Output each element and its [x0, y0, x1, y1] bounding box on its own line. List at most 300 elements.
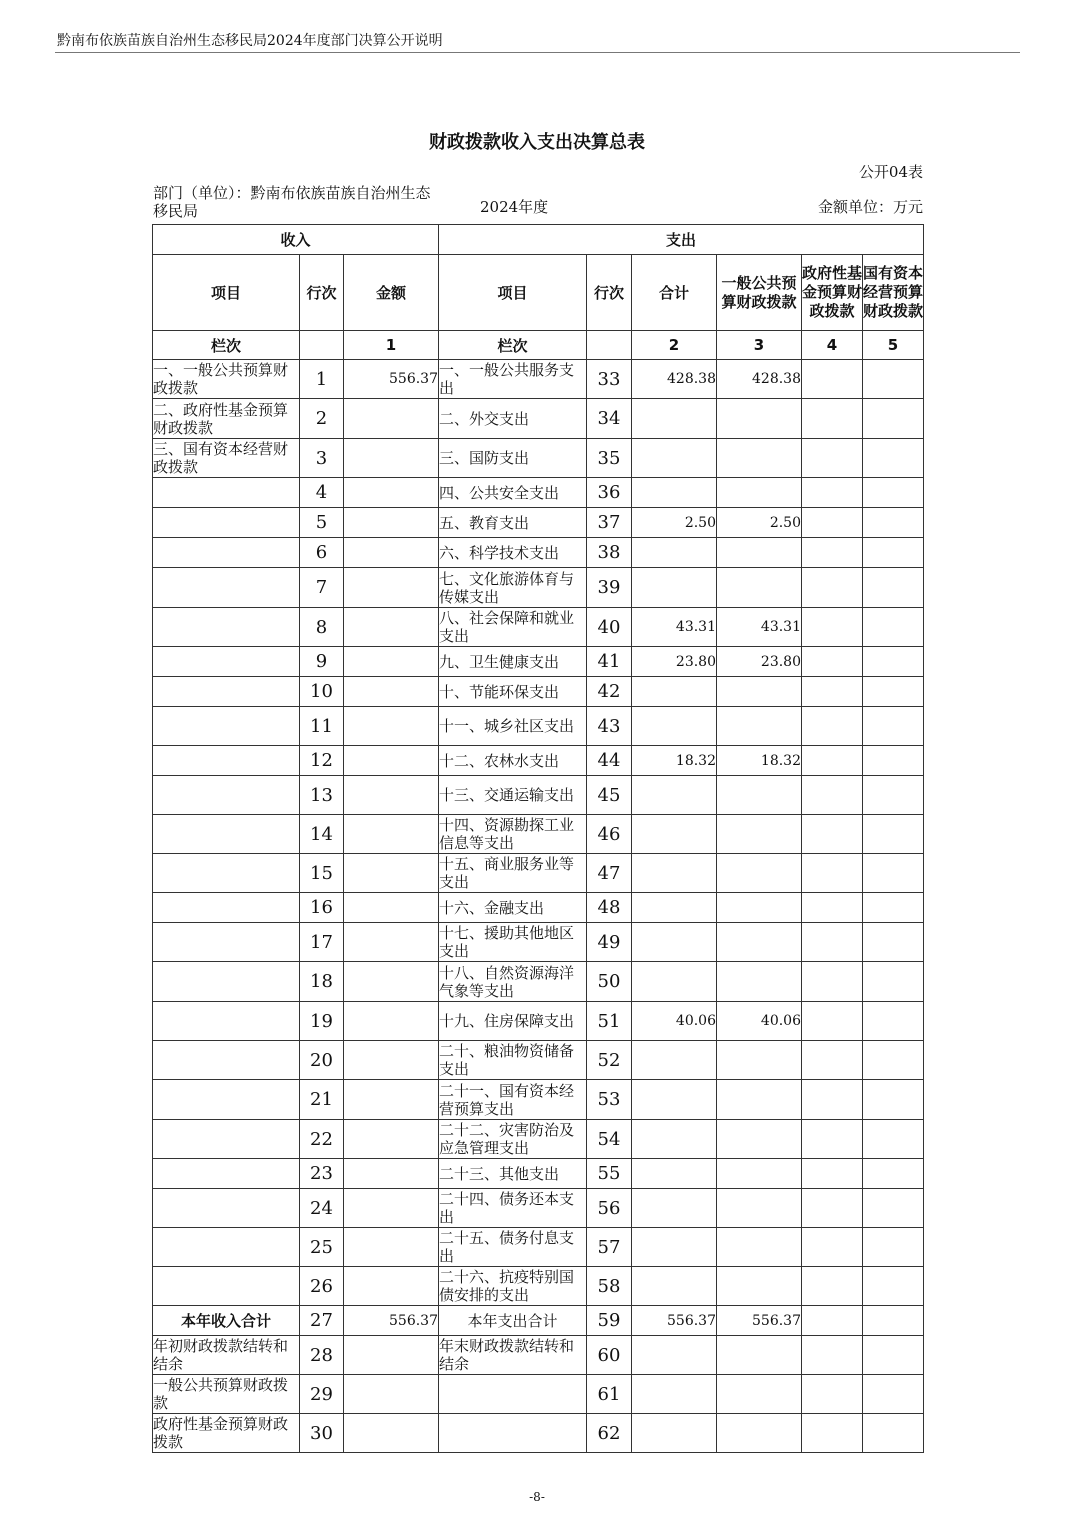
total-cell — [632, 815, 717, 854]
income-item-header: 项目 — [153, 255, 300, 331]
fiscal-year: 2024年度 — [480, 198, 549, 216]
income-amount-cell — [344, 1159, 439, 1189]
total-cell — [632, 1041, 717, 1080]
income-rowno-cell: 20 — [300, 1041, 344, 1080]
income-rowno-cell: 10 — [300, 677, 344, 707]
total-cell — [632, 854, 717, 893]
income-rowno-cell: 2 — [300, 399, 344, 439]
table-row — [153, 360, 924, 399]
expense-item-header: 项目 — [439, 255, 587, 331]
income-rowno-cell: 6 — [300, 538, 344, 568]
expense-rowno-cell: 58 — [587, 1267, 632, 1306]
expense-rowno-cell: 33 — [587, 360, 632, 399]
page-number: -8- — [529, 1490, 545, 1504]
income-total-label: 本年收入合计 — [153, 1306, 300, 1336]
expense-rowno-cell: 51 — [587, 1002, 632, 1041]
income-item-cell — [153, 1159, 300, 1189]
general-budget-cell — [717, 1336, 802, 1375]
income-item-cell — [153, 677, 300, 707]
total-cell — [632, 962, 717, 1002]
expense-item-cell: 十九、住房保障支出 — [439, 1002, 587, 1041]
income-balance-rowno: 29 — [300, 1375, 344, 1414]
total-cell — [632, 776, 717, 815]
state-capital-cell — [863, 776, 924, 815]
col-index-blank-2 — [587, 331, 632, 360]
total-cell — [632, 478, 717, 508]
income-item-cell — [153, 962, 300, 1002]
income-balance-amount — [344, 1336, 439, 1375]
col-index-2: 2 — [632, 331, 717, 360]
income-item-cell — [153, 1267, 300, 1306]
total-cell — [632, 707, 717, 746]
table-row — [153, 1080, 924, 1120]
total-cell — [632, 399, 717, 439]
general-budget-cell — [717, 923, 802, 962]
table-row — [153, 608, 924, 647]
general-budget-cell — [717, 815, 802, 854]
expense-balance-rowno: 61 — [587, 1375, 632, 1414]
general-budget-cell: 43.31 — [717, 608, 802, 647]
expense-balance-rowno: 62 — [587, 1414, 632, 1453]
total-cell — [632, 1375, 717, 1414]
expense-rowno-cell: 49 — [587, 923, 632, 962]
income-rowno-cell: 12 — [300, 746, 344, 776]
gov-fund-cell — [802, 647, 863, 677]
expense-rowno-cell: 45 — [587, 776, 632, 815]
gov-fund-cell — [802, 1336, 863, 1375]
table-row — [153, 677, 924, 707]
total-cell — [632, 1080, 717, 1120]
income-amount-cell — [344, 538, 439, 568]
income-rowno-cell: 26 — [300, 1267, 344, 1306]
gov-fund-cell — [802, 568, 863, 608]
income-rowno-cell: 17 — [300, 923, 344, 962]
table-row — [153, 1041, 924, 1080]
income-balance-amount — [344, 1375, 439, 1414]
income-item-cell — [153, 893, 300, 923]
table-row — [153, 746, 924, 776]
column-index-row — [153, 331, 924, 360]
expense-rowno-cell: 36 — [587, 478, 632, 508]
income-amount-cell — [344, 399, 439, 439]
state-capital-cell — [863, 1306, 924, 1336]
state-capital-cell — [863, 1120, 924, 1159]
general-budget-cell — [717, 1159, 802, 1189]
gov-fund-cell — [802, 1267, 863, 1306]
expense-rowno-cell: 48 — [587, 893, 632, 923]
total-cell: 18.32 — [632, 746, 717, 776]
state-capital-cell — [863, 538, 924, 568]
gov-fund-cell — [802, 962, 863, 1002]
general-budget-cell — [717, 439, 802, 478]
general-budget-cell: 23.80 — [717, 647, 802, 677]
gov-fund-cell — [802, 746, 863, 776]
state-capital-cell — [863, 854, 924, 893]
gov-fund-cell — [802, 538, 863, 568]
table-row — [153, 776, 924, 815]
total-cell — [632, 1228, 717, 1267]
gov-fund-cell — [802, 1080, 863, 1120]
expense-rowno-cell: 40 — [587, 608, 632, 647]
expense-item-cell: 二十二、灾害防治及应急管理支出 — [439, 1120, 587, 1159]
gov-fund-cell — [802, 608, 863, 647]
general-budget-cell — [717, 1120, 802, 1159]
expense-item-cell: 六、科学技术支出 — [439, 538, 587, 568]
expense-balance-item: 年末财政拨款结转和结余 — [439, 1336, 587, 1375]
state-capital-cell — [863, 1414, 924, 1453]
expense-rowno-cell: 39 — [587, 568, 632, 608]
form-code: 公开04表 — [858, 163, 923, 181]
currency-unit: 金额单位：万元 — [817, 198, 923, 216]
total-cell — [632, 439, 717, 478]
state-capital-cell — [863, 815, 924, 854]
income-item-cell — [153, 1228, 300, 1267]
expense-item-cell: 十五、商业服务业等支出 — [439, 854, 587, 893]
gov-fund-cell — [802, 1306, 863, 1336]
income-item-cell — [153, 508, 300, 538]
state-capital-cell — [863, 1041, 924, 1080]
expense-item-cell: 十六、金融支出 — [439, 893, 587, 923]
income-rowno-cell: 22 — [300, 1120, 344, 1159]
expense-rowno-cell: 56 — [587, 1189, 632, 1228]
header-rule — [55, 52, 1020, 53]
general-budget-cell — [717, 893, 802, 923]
gov-fund-cell — [802, 1002, 863, 1041]
col-index-1: 1 — [344, 331, 439, 360]
general-budget-cell — [717, 1375, 802, 1414]
table-body — [153, 360, 924, 1453]
total-cell: 2.50 — [632, 508, 717, 538]
state-capital-cell — [863, 923, 924, 962]
income-rowno-cell: 25 — [300, 1228, 344, 1267]
income-amount-cell — [344, 1080, 439, 1120]
balance-row — [153, 1375, 924, 1414]
income-item-cell — [153, 608, 300, 647]
gov-fund-cell — [802, 478, 863, 508]
income-amount-header: 金额 — [344, 255, 439, 331]
table-row — [153, 399, 924, 439]
expense-rowno-cell: 55 — [587, 1159, 632, 1189]
expense-item-cell: 十四、资源勘探工业信息等支出 — [439, 815, 587, 854]
income-amount-cell — [344, 1041, 439, 1080]
income-total-rowno: 27 — [300, 1306, 344, 1336]
general-budget-cell: 40.06 — [717, 1002, 802, 1041]
gov-fund-cell — [802, 399, 863, 439]
general-budget-cell: 428.38 — [717, 360, 802, 399]
gov-fund-cell — [802, 854, 863, 893]
gov-fund-cell — [802, 508, 863, 538]
general-budget-header: 一般公共预算财政拨款 — [717, 255, 802, 331]
col-index-blank — [300, 331, 344, 360]
state-capital-cell — [863, 508, 924, 538]
expense-rowno-cell: 57 — [587, 1228, 632, 1267]
balance-row — [153, 1336, 924, 1375]
table-row — [153, 478, 924, 508]
col-index-4: 4 — [802, 331, 863, 360]
income-amount-cell — [344, 1120, 439, 1159]
income-amount-cell — [344, 815, 439, 854]
table-row — [153, 538, 924, 568]
income-item-cell — [153, 923, 300, 962]
income-item-cell: 三、国有资本经营财政拨款 — [153, 439, 300, 478]
expense-item-cell: 十七、援助其他地区支出 — [439, 923, 587, 962]
gov-fund-cell — [802, 776, 863, 815]
expense-rowno-cell: 42 — [587, 677, 632, 707]
table-row — [153, 439, 924, 478]
income-item-cell — [153, 647, 300, 677]
income-item-cell — [153, 707, 300, 746]
income-item-cell — [153, 746, 300, 776]
table-row — [153, 815, 924, 854]
income-rowno-cell: 13 — [300, 776, 344, 815]
state-capital-cell — [863, 1002, 924, 1041]
gov-fund-cell — [802, 893, 863, 923]
gov-fund-cell — [802, 1375, 863, 1414]
total-cell — [632, 1267, 717, 1306]
general-budget-cell — [717, 1080, 802, 1120]
table-row — [153, 1159, 924, 1189]
expense-item-cell: 十八、自然资源海洋气象等支出 — [439, 962, 587, 1002]
income-amount-cell — [344, 1267, 439, 1306]
table-row — [153, 1002, 924, 1041]
income-rowno-cell: 3 — [300, 439, 344, 478]
table-row — [153, 707, 924, 746]
header-row-1 — [153, 225, 924, 255]
table-row — [153, 1120, 924, 1159]
expense-rowno-cell: 50 — [587, 962, 632, 1002]
gov-fund-cell — [802, 1041, 863, 1080]
income-amount-cell — [344, 608, 439, 647]
table-row — [153, 1267, 924, 1306]
state-capital-cell — [863, 399, 924, 439]
income-amount-cell — [344, 677, 439, 707]
income-rowno-cell: 23 — [300, 1159, 344, 1189]
total-cell — [632, 1336, 717, 1375]
state-capital-cell — [863, 360, 924, 399]
state-capital-cell — [863, 746, 924, 776]
expense-item-cell: 二、外交支出 — [439, 399, 587, 439]
expense-item-cell: 二十五、债务付息支出 — [439, 1228, 587, 1267]
state-capital-cell — [863, 1267, 924, 1306]
income-rowno-header: 行次 — [300, 255, 344, 331]
income-amount-cell: 556.37 — [344, 360, 439, 399]
expense-rowno-cell: 38 — [587, 538, 632, 568]
table-row — [153, 854, 924, 893]
income-item-cell — [153, 1080, 300, 1120]
expense-item-cell: 二十一、国有资本经营预算支出 — [439, 1080, 587, 1120]
state-capital-cell — [863, 677, 924, 707]
income-total-amount: 556.37 — [344, 1306, 439, 1336]
general-budget-cell: 2.50 — [717, 508, 802, 538]
income-rowno-cell: 8 — [300, 608, 344, 647]
income-item-cell — [153, 568, 300, 608]
col-label-expense: 栏次 — [439, 331, 587, 360]
col-index-5: 5 — [863, 331, 924, 360]
gov-fund-header: 政府性基金预算财政拨款 — [802, 255, 863, 331]
total-header: 合计 — [632, 255, 717, 331]
income-balance-rowno: 28 — [300, 1336, 344, 1375]
gov-fund-cell — [802, 815, 863, 854]
income-item-cell — [153, 815, 300, 854]
expense-rowno-cell: 52 — [587, 1041, 632, 1080]
state-capital-cell — [863, 1228, 924, 1267]
income-rowno-cell: 9 — [300, 647, 344, 677]
general-budget-cell — [717, 568, 802, 608]
expense-rowno-cell: 41 — [587, 647, 632, 677]
gov-fund-cell — [802, 1120, 863, 1159]
income-rowno-cell: 11 — [300, 707, 344, 746]
total-cell — [632, 1120, 717, 1159]
table-row — [153, 962, 924, 1002]
expense-item-cell: 四、公共安全支出 — [439, 478, 587, 508]
state-capital-cell — [863, 568, 924, 608]
income-rowno-cell: 19 — [300, 1002, 344, 1041]
income-rowno-cell: 15 — [300, 854, 344, 893]
gov-fund-cell — [802, 1414, 863, 1453]
gov-fund-cell — [802, 1228, 863, 1267]
income-balance-item: 一般公共预算财政拨款 — [153, 1375, 300, 1414]
general-budget-cell — [717, 538, 802, 568]
table-row — [153, 568, 924, 608]
expense-item-cell: 十三、交通运输支出 — [439, 776, 587, 815]
expense-balance-item — [439, 1414, 587, 1453]
expense-rowno-cell: 53 — [587, 1080, 632, 1120]
expense-item-cell: 二十四、债务还本支出 — [439, 1189, 587, 1228]
state-capital-cell — [863, 1375, 924, 1414]
income-amount-cell — [344, 776, 439, 815]
general-budget-cell — [717, 1228, 802, 1267]
general-budget-cell: 18.32 — [717, 746, 802, 776]
expense-item-cell: 五、教育支出 — [439, 508, 587, 538]
state-capital-cell — [863, 1189, 924, 1228]
col-label-income: 栏次 — [153, 331, 300, 360]
table-row — [153, 923, 924, 962]
income-item-cell — [153, 1002, 300, 1041]
income-balance-item: 政府性基金预算财政拨款 — [153, 1414, 300, 1453]
expense-rowno-cell: 35 — [587, 439, 632, 478]
fiscal-table — [152, 224, 924, 1453]
table-row — [153, 508, 924, 538]
general-budget-cell — [717, 1041, 802, 1080]
income-rowno-cell: 16 — [300, 893, 344, 923]
expense-item-cell: 十二、农林水支出 — [439, 746, 587, 776]
income-rowno-cell: 24 — [300, 1189, 344, 1228]
state-capital-cell — [863, 1080, 924, 1120]
income-amount-cell — [344, 923, 439, 962]
income-amount-cell — [344, 647, 439, 677]
total-cell — [632, 1159, 717, 1189]
col-index-3: 3 — [717, 331, 802, 360]
total-cell: 23.80 — [632, 647, 717, 677]
general-budget-cell — [717, 1414, 802, 1453]
income-item-cell — [153, 1189, 300, 1228]
expense-item-cell: 三、国防支出 — [439, 439, 587, 478]
income-item-cell: 一、一般公共预算财政拨款 — [153, 360, 300, 399]
income-amount-cell — [344, 1228, 439, 1267]
department-label: 部门（单位）：黔南布依族苗族自治州生态移民局 — [153, 184, 431, 220]
total-cell — [632, 677, 717, 707]
expense-rowno-cell: 43 — [587, 707, 632, 746]
income-amount-cell — [344, 1002, 439, 1041]
income-amount-cell — [344, 893, 439, 923]
income-item-cell: 二、政府性基金预算财政拨款 — [153, 399, 300, 439]
state-capital-cell — [863, 647, 924, 677]
income-item-cell — [153, 538, 300, 568]
header-row-2 — [153, 255, 924, 331]
gov-fund-cell — [802, 360, 863, 399]
income-amount-cell — [344, 854, 439, 893]
state-capital-cell — [863, 707, 924, 746]
gov-fund-cell — [802, 1189, 863, 1228]
expense-item-cell: 十、节能环保支出 — [439, 677, 587, 707]
expense-total-rowno: 59 — [587, 1306, 632, 1336]
income-balance-amount — [344, 1414, 439, 1453]
expense-rowno-cell: 54 — [587, 1120, 632, 1159]
total-cell — [632, 1189, 717, 1228]
total-cell: 43.31 — [632, 608, 717, 647]
income-amount-cell — [344, 707, 439, 746]
income-rowno-cell: 1 — [300, 360, 344, 399]
income-rowno-cell: 21 — [300, 1080, 344, 1120]
total-row — [153, 1306, 924, 1336]
expense-total-label: 本年支出合计 — [439, 1306, 587, 1336]
table-row — [153, 647, 924, 677]
income-rowno-cell: 4 — [300, 478, 344, 508]
state-capital-cell — [863, 1159, 924, 1189]
income-item-cell — [153, 854, 300, 893]
state-capital-cell — [863, 893, 924, 923]
expense-rowno-header: 行次 — [587, 255, 632, 331]
general-budget-cell — [717, 707, 802, 746]
expense-rowno-cell: 37 — [587, 508, 632, 538]
total-cell: 40.06 — [632, 1002, 717, 1041]
total-cell — [632, 568, 717, 608]
table-title: 财政拨款收入支出决算总表 — [429, 132, 645, 153]
general-budget-cell — [717, 962, 802, 1002]
gov-fund-cell — [802, 439, 863, 478]
expense-item-cell: 二十三、其他支出 — [439, 1159, 587, 1189]
expense-item-cell: 二十六、抗疫特别国债安排的支出 — [439, 1267, 587, 1306]
state-capital-cell — [863, 439, 924, 478]
total-cell — [632, 1414, 717, 1453]
income-item-cell — [153, 1120, 300, 1159]
income-amount-cell — [344, 1189, 439, 1228]
income-rowno-cell: 14 — [300, 815, 344, 854]
expense-item-cell: 九、卫生健康支出 — [439, 647, 587, 677]
state-capital-cell — [863, 608, 924, 647]
general-budget-cell — [717, 776, 802, 815]
total-cell — [632, 923, 717, 962]
income-amount-cell — [344, 508, 439, 538]
gov-fund-cell — [802, 923, 863, 962]
total-cell — [632, 893, 717, 923]
general-budget-cell — [717, 399, 802, 439]
expense-item-cell: 二十、粮油物资储备支出 — [439, 1041, 587, 1080]
income-item-cell — [153, 776, 300, 815]
expense-rowno-cell: 34 — [587, 399, 632, 439]
expense-balance-item — [439, 1375, 587, 1414]
income-rowno-cell: 5 — [300, 508, 344, 538]
general-budget-cell — [717, 478, 802, 508]
gov-fund-cell — [802, 1159, 863, 1189]
gov-fund-cell — [802, 677, 863, 707]
income-item-cell — [153, 1041, 300, 1080]
total-cell: 428.38 — [632, 360, 717, 399]
income-amount-cell — [344, 962, 439, 1002]
expense-rowno-cell: 44 — [587, 746, 632, 776]
expense-header: 支出 — [439, 225, 924, 255]
expense-item-cell: 八、社会保障和就业支出 — [439, 608, 587, 647]
